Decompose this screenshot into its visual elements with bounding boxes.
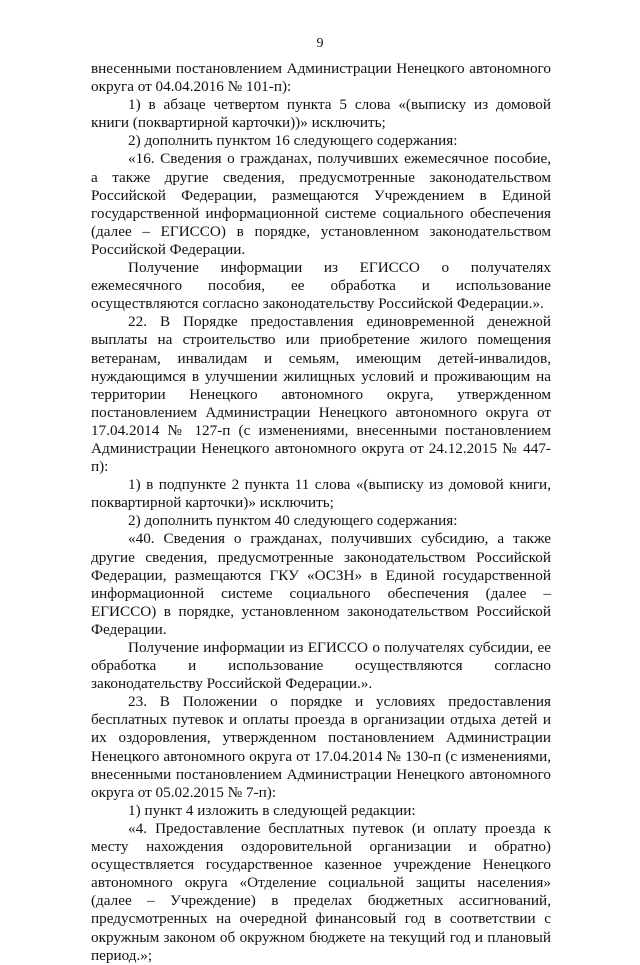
page-number: 9 xyxy=(316,36,324,51)
paragraph: Получение информации из ЕГИССО о получателях субсидии, ее обработка и использование осуществляются согласно законодательству Российской Федерации.». xyxy=(91,639,551,693)
paragraph: 1) в абзаце четвертом пункта 5 слова «(выписку из домовой книги (поквартирной карточки))» исключить; xyxy=(91,96,551,132)
paragraph: 2) дополнить пунктом 16 следующего содержания: xyxy=(128,132,458,150)
paragraph: 1) пункт 4 изложить в следующей редакции: xyxy=(128,801,416,819)
paragraph: Получение информации из ЕГИССО о получателях ежемесячного пособия, ее обработка и использование осуществляются согласно законодательству Российской Федерации.». xyxy=(91,259,551,313)
document-body xyxy=(91,60,551,965)
paragraph: «16. Сведения о гражданах, получивших ежемесячное пособие, а также другие сведения, предусмотренные законодательством Российской Федерации, размещаются Учреждением в Единой государственной информационной системе социального обеспечения (далее – ЕГИССО) в порядке, установленном законодательством Российской Федерации. xyxy=(91,150,551,258)
paragraph: «4. Предоставление бесплатных путевок (и оплату проезда к месту нахождения оздоровительной организации и обратно) осуществляется государственное казенное учреждение Ненецкого автономного округа «Отделение социальной защиты населения» (далее – Учреждение) в пределах бюджетных ассигнований, предусмотренных на очередной финансовый год в соответствии с окружным законом об окружном бюджете на текущий год и плановый период.»; xyxy=(91,819,551,964)
paragraph: внесенными постановлением Администрации Ненецкого автономного округа от 04.04.2016 № 101-п): xyxy=(91,60,551,96)
paragraph: «40. Сведения о гражданах, получивших субсидию, а также другие сведения, предусмотренные законодательством Российской Федерации, размещаются ГКУ «ОСЗН» в Единой государственной информационной системе социального обеспечения (далее – ЕГИССО) в порядке, установленном законодательством Российской Федерации. xyxy=(91,530,551,638)
paragraph: 23. В Положении о порядке и условиях предоставления бесплатных путевок и оплаты проезда в организации отдыха детей и их оздоровления, утвержденном постановлением Администрации Ненецкого автономного округа от 17.04.2014 № 130-п (с изменениями, внесенными постановлением Администрации Ненецкого автономного округа от 05.02.2015 № 7-п): xyxy=(91,693,551,801)
paragraph: 22. В Порядке предоставления единовременной денежной выплаты на строительство или приобретение жилого помещения ветеранам, инвалидам и семьям, имеющим детей-инвалидов, нуждающимся в улучшении жилищных условий и проживающим на территории Ненецкого автономного округа, утвержденном постановлением Администрации Ненецкого автономного округа от 17.04.2014 № 127-п (с изменениями, внесенными постановлением Администрации Ненецкого автономного округа от 24.12.2015 № 447-п): xyxy=(91,313,551,476)
paragraph: 2) дополнить пунктом 40 следующего содержания: xyxy=(128,512,458,530)
paragraph: 1) в подпункте 2 пункта 11 слова «(выписку из домовой книги, поквартирной карточки)» исключить; xyxy=(91,476,551,512)
